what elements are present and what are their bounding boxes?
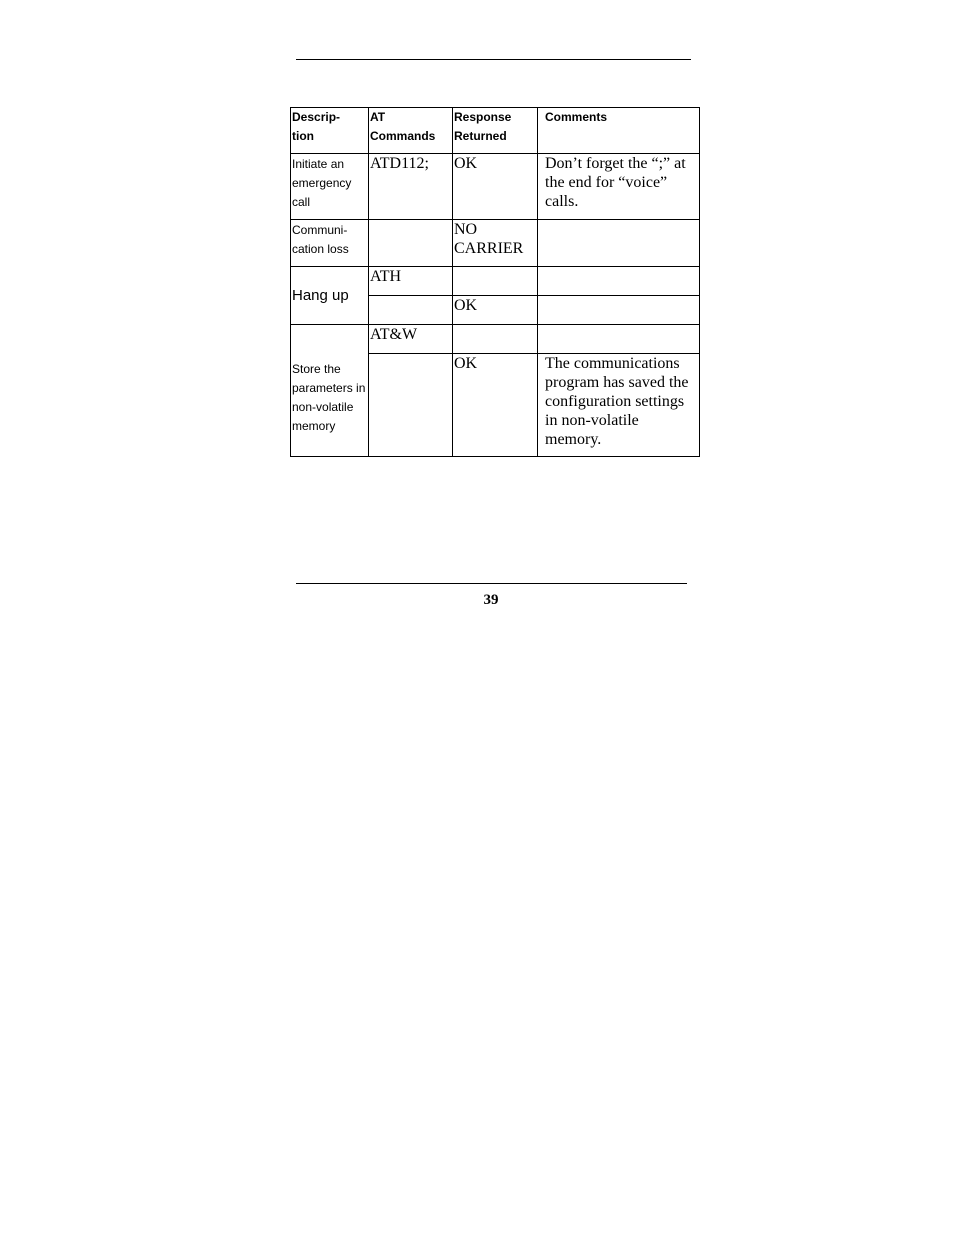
header-description bbox=[291, 108, 369, 154]
row-response bbox=[453, 296, 538, 325]
header-response-label: Response Returned bbox=[454, 110, 512, 143]
footer-rule bbox=[296, 583, 687, 584]
row-comment bbox=[538, 220, 700, 267]
page-number: 39 bbox=[483, 592, 499, 608]
table-row bbox=[291, 154, 700, 220]
header-at-commands-label: AT Commands bbox=[370, 110, 436, 143]
row-comment-text: Don’t forget the “;” at the end for “voice” calls. bbox=[545, 155, 686, 210]
row-comment-text: The communications program has saved the configuration settings in non-volatile memory. bbox=[545, 355, 689, 448]
row-description-text: Initiate an emergency call bbox=[292, 157, 352, 209]
row-comment bbox=[538, 267, 700, 296]
row-description bbox=[291, 154, 369, 220]
row-command-text: AT&W bbox=[370, 326, 418, 343]
row-command bbox=[369, 154, 453, 220]
row-comment bbox=[538, 354, 700, 457]
row-response bbox=[453, 354, 538, 457]
row-response bbox=[453, 154, 538, 220]
row-response-text: OK bbox=[454, 355, 478, 372]
row-response bbox=[453, 325, 538, 354]
row-response bbox=[453, 267, 538, 296]
at-commands-table bbox=[290, 107, 700, 457]
table-header-row bbox=[291, 108, 700, 154]
row-response-text: OK bbox=[454, 297, 478, 314]
header-rule bbox=[296, 59, 691, 60]
header-response bbox=[453, 108, 538, 154]
row-command bbox=[369, 220, 453, 267]
row-response-text: NO CARRIER bbox=[454, 221, 524, 257]
row-response bbox=[453, 220, 538, 267]
header-comments-label: Comments bbox=[545, 110, 608, 124]
row-description bbox=[291, 220, 369, 267]
row-description bbox=[291, 325, 369, 457]
row-description-text: Store the parameters in non-volatile memory bbox=[292, 361, 366, 433]
row-description bbox=[291, 267, 369, 325]
row-comment bbox=[538, 154, 700, 220]
row-command-text: ATD112; bbox=[370, 155, 429, 172]
row-command bbox=[369, 325, 453, 354]
table-row bbox=[291, 220, 700, 267]
row-description-text: Communi- cation loss bbox=[292, 223, 349, 256]
row-command-text: ATH bbox=[370, 268, 402, 285]
row-command bbox=[369, 267, 453, 296]
row-comment bbox=[538, 325, 700, 354]
row-comment bbox=[538, 296, 700, 325]
header-at-commands bbox=[369, 108, 453, 154]
table-row bbox=[291, 267, 700, 296]
row-command bbox=[369, 354, 453, 457]
header-description-label: Descrip- tion bbox=[292, 110, 341, 143]
row-description-text: Hang up bbox=[292, 287, 349, 304]
row-response-text: OK bbox=[454, 155, 478, 172]
table-row bbox=[291, 325, 700, 354]
header-comments bbox=[538, 108, 700, 154]
row-command bbox=[369, 296, 453, 325]
